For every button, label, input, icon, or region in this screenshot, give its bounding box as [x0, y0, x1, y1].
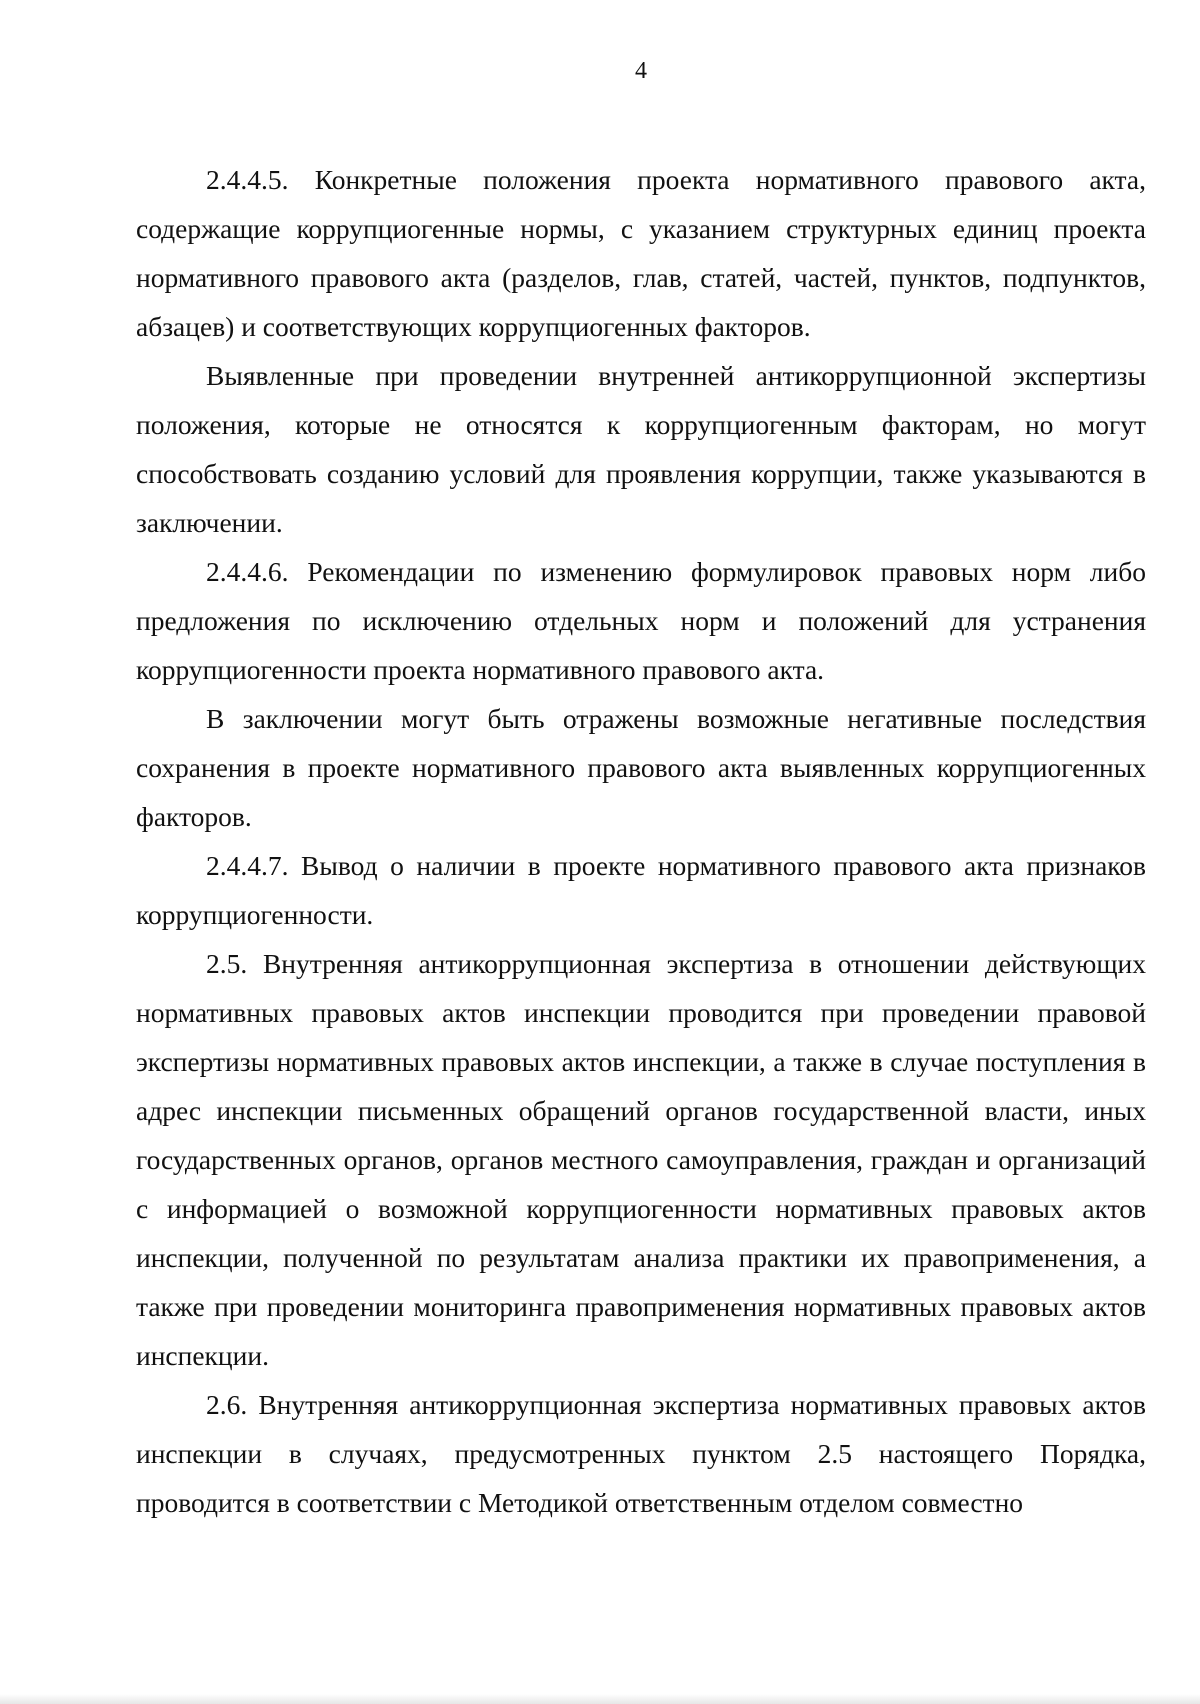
scan-bottom-edge — [0, 1694, 1200, 1704]
paragraph-2-4-4-7: 2.4.4.7. Вывод о наличии в проекте нормативного правового акта признаков коррупциогенности. — [136, 850, 1146, 930]
document-body — [136, 155, 1146, 1527]
paragraph-2-4-4-5: 2.4.4.5. Конкретные положения проекта нормативного правового акта, содержащие коррупциогенные нормы, с указанием структурных единиц проекта нормативного правового акта (разделов, глав, статей, частей, пунктов, подпунктов, абзацев) и соответствующих коррупциогенных факторов. — [136, 164, 1146, 342]
paragraph-2-5: 2.5. Внутренняя антикоррупционная экспертиза в отношении действующих нормативных правовых актов инспекции проводится при проведении правовой экспертизы нормативных правовых актов инспекции, а также в случае поступления в адрес инспекции письменных обращений органов государственной власти, иных государственных органов, органов местного самоуправления, граждан и организаций с информацией о возможной коррупциогенности нормативных правовых актов инспекции, полученной по результатам анализа практики их правоприменения, а также при проведении мониторинга правоприменения нормативных правовых актов инспекции. — [136, 948, 1146, 1371]
paragraph-2-6: 2.6. Внутренняя антикоррупционная экспертиза нормативных правовых актов инспекции в случаях, предусмотренных пунктом 2.5 настоящего Порядка, проводится в соответствии с Методикой ответственным отделом совместно — [136, 1389, 1146, 1518]
paragraph-identified-provisions: Выявленные при проведении внутренней антикоррупционной экспертизы положения, которые не относятся к коррупциогенным факторам, но могут способствовать созданию условий для проявления коррупции, также указываются в заключении. — [136, 360, 1146, 538]
paragraph-2-4-4-6: 2.4.4.6. Рекомендации по изменению формулировок правовых норм либо предложения по исключению отдельных норм и положений для устранения коррупциогенности проекта нормативного правового акта. — [136, 556, 1146, 685]
page-number: 4 — [635, 58, 647, 84]
paragraph-negative-consequences: В заключении могут быть отражены возможные негативные последствия сохранения в проекте нормативного правового акта выявленных коррупциогенных факторов. — [136, 703, 1146, 832]
